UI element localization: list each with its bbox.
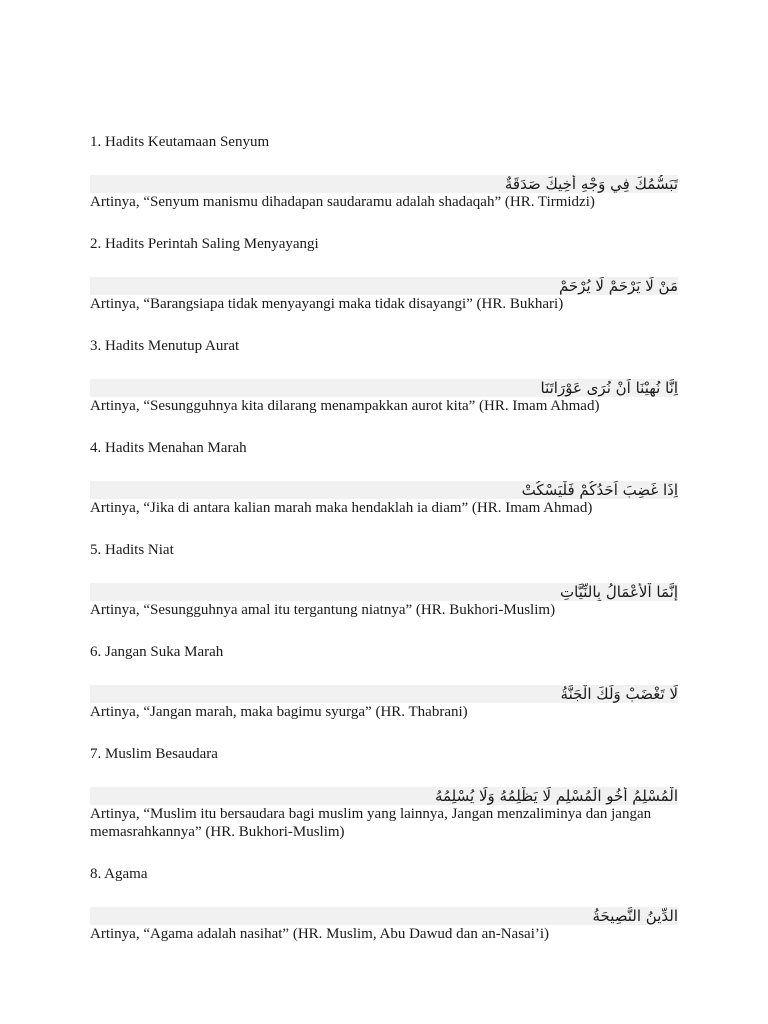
arabic-text: اِنَّا نُهِيْنَا اَنْ نُرَى عَوْرَاتَنَا — [90, 379, 678, 397]
hadits-heading: 7. Muslim Besaudara — [90, 746, 218, 762]
spacer — [90, 619, 678, 642]
hadits-heading: 6. Jangan Suka Marah — [90, 644, 224, 660]
translation-text: Artinya, “Senyum manismu dihadapan saudaramu adalah shadaqah” (HR. Tirmidzi) — [90, 194, 595, 210]
spacer — [90, 313, 678, 336]
arabic-text: إِنَّمَا اْلأَعْمَالُ بِالنِّيَّاتِ — [90, 583, 678, 601]
arabic-text: مَنْ لَا يَرْحَمْ لَا يُرْحَمْ — [90, 277, 678, 295]
hadits-heading: 1. Hadits Keutamaan Senyum — [90, 134, 270, 150]
translation-text: Artinya, “Muslim itu bersaudara bagi muslim yang lainnya, Jangan menzaliminya dan jangan memasrahkannya” (HR. Bukhori-Muslim) — [90, 806, 652, 840]
hadits-item-2 — [90, 234, 678, 313]
hadits-heading: 8. Agama — [90, 866, 148, 882]
hadits-item-4 — [90, 438, 678, 517]
translation-text: Artinya, “Sesungguhnya kita dilarang menampakkan aurot kita” (HR. Imam Ahmad) — [90, 398, 600, 414]
hadits-heading: 4. Hadits Menahan Marah — [90, 440, 247, 456]
arabic-text: الْمُسْلِمُ أَخُو الْمُسْلِمِ لَا يَظْلِمُهُ وَلَا يُسْلِمُهُ — [90, 787, 678, 805]
arabic-text: اِذَا غَضِبَ اَحَدُكُمْ فَلْيَسْكُتْ — [90, 481, 678, 499]
hadits-document — [90, 132, 678, 943]
hadits-item-8 — [90, 864, 678, 943]
translation-text: Artinya, “Barangsiapa tidak menyayangi maka tidak disayangi” (HR. Bukhari) — [90, 296, 564, 312]
spacer — [90, 517, 678, 540]
spacer — [90, 211, 678, 234]
hadits-item-6 — [90, 642, 678, 721]
arabic-text: لَا تَغْضَبْ وَلَكَ الْجَنَّةُ — [90, 685, 678, 703]
hadits-item-1 — [90, 132, 678, 211]
translation-text: Artinya, “Agama adalah nasihat” (HR. Muslim, Abu Dawud dan an-Nasai’i) — [90, 926, 550, 942]
hadits-heading: 3. Hadits Menutup Aurat — [90, 338, 240, 354]
translation-text: Artinya, “Sesungguhnya amal itu tergantung niatnya” (HR. Bukhori-Muslim) — [90, 602, 556, 618]
arabic-text: الدِّينُ النَّصِيحَةُ — [90, 907, 678, 925]
spacer — [90, 841, 678, 864]
hadits-heading: 5. Hadits Niat — [90, 542, 174, 558]
translation-text: Artinya, “Jangan marah, maka bagimu syurga” (HR. Thabrani) — [90, 704, 468, 720]
translation-text: Artinya, “Jika di antara kalian marah maka hendaklah ia diam” (HR. Imam Ahmad) — [90, 500, 593, 516]
hadits-heading: 2. Hadits Perintah Saling Menyayangi — [90, 236, 319, 252]
spacer — [90, 415, 678, 438]
hadits-item-5 — [90, 540, 678, 619]
spacer — [90, 721, 678, 744]
arabic-text: تَبَسُّمُكَ فِي وَجْهِ أَخِيكَ صَدَقَةٌ — [90, 175, 678, 193]
hadits-item-3 — [90, 336, 678, 415]
hadits-item-7 — [90, 744, 678, 841]
